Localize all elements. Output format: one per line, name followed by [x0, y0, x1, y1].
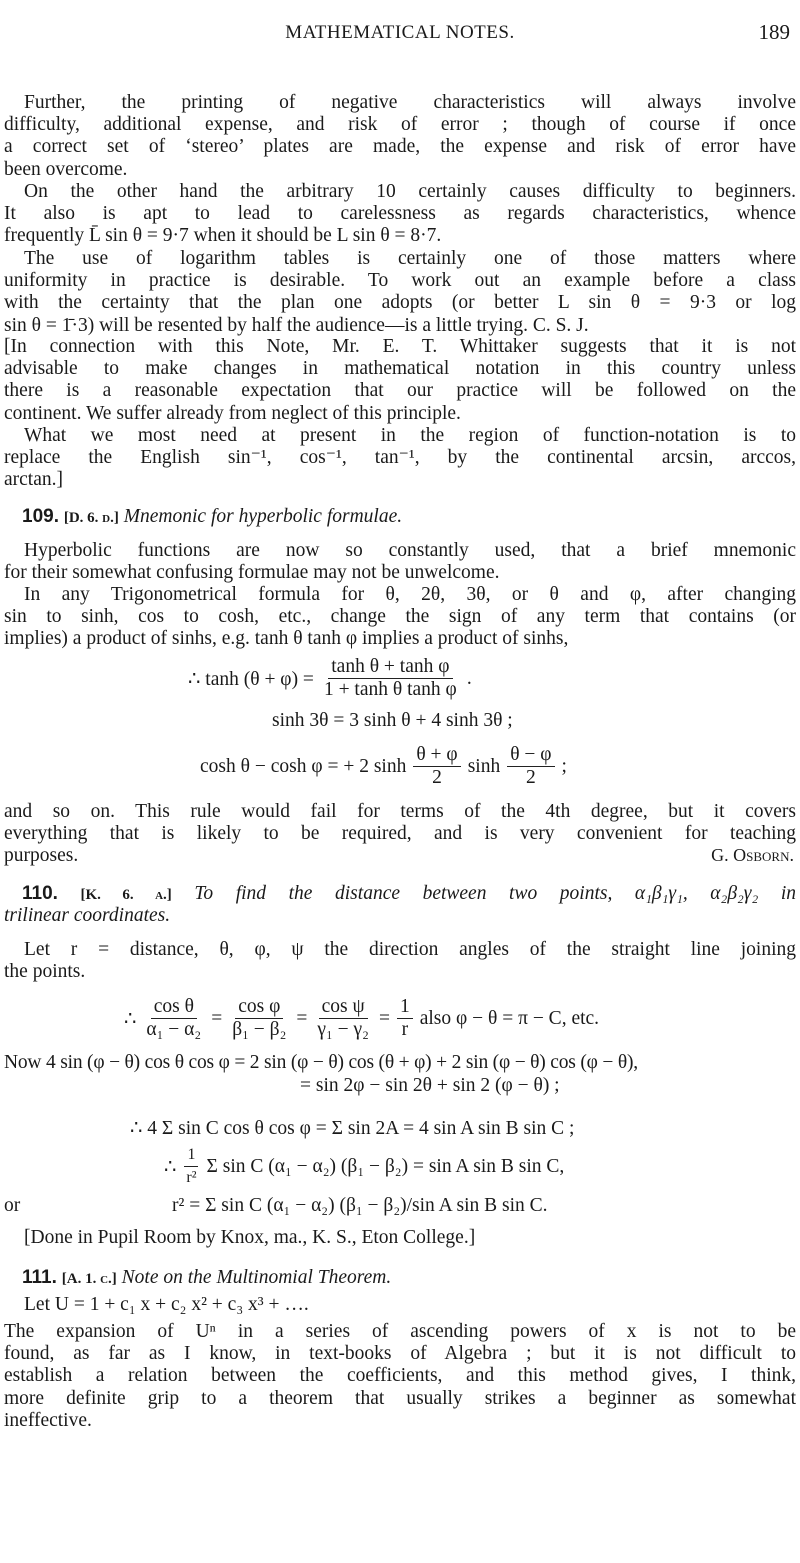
text-line: On the other hand the arbitrary 10 certainly causes difficulty to beginners. [24, 181, 796, 202]
paragraph [4, 92, 796, 181]
text-line: Let r = distance, θ, φ, ψ the direction angles of the straight line joining [24, 939, 796, 960]
fraction [397, 996, 413, 1041]
text-line: everything that is likely to be required, and is very convenient for teaching [4, 823, 796, 845]
signature-text: G. Osborn. [711, 845, 794, 865]
text-line: continent. We suffer already from neglect of this principle. [4, 402, 461, 424]
fraction [413, 744, 460, 789]
text-line: the points. [4, 961, 86, 983]
paragraph [4, 181, 796, 248]
section-title: trilinear coordinates. [4, 905, 171, 926]
section-109-heading [22, 506, 402, 528]
fraction [314, 996, 372, 1041]
therefore-symbol: ∴ [124, 1008, 137, 1030]
text-line: there is a reasonable expectation that our practice will be followed on the [4, 380, 796, 402]
paragraph [4, 939, 796, 983]
equals: = [378, 1007, 390, 1029]
equals: = [211, 1007, 223, 1029]
numerator: cos θ [151, 996, 197, 1019]
equation-cosh [200, 744, 567, 789]
equation-tanh [188, 656, 472, 701]
equation-now-cont: = sin 2φ − sin 2θ + sin 2 (φ − θ) ; [300, 1075, 560, 1096]
text-line: a correct set of ‘stereo’ plates are made, the expense and risk of error have [4, 136, 796, 158]
denominator: β₁ − β₂ [232, 1019, 287, 1040]
text-line: Further, the printing of negative characteristics will always involve [24, 92, 796, 113]
text-line: difficulty, additional expense, and risk of error ; though of course if once [4, 114, 796, 136]
numerator: θ − φ [507, 744, 554, 767]
signature-osborn [711, 845, 794, 867]
section-code: [D. 6. d.] [63, 510, 119, 526]
section-number: 110. [22, 883, 58, 904]
equation-direction-cosines [124, 996, 599, 1041]
text-line: been overcome. [4, 158, 128, 180]
denominator: 2 [526, 767, 536, 788]
paragraph [4, 1321, 796, 1432]
eq-text: Σ sin C (α₁ − α₂) (β₁ − β₂) = sin A sin B sin C, [206, 1155, 565, 1177]
fraction [229, 996, 289, 1041]
equation-now: Now 4 sin (φ − θ) cos θ cos φ = 2 sin (φ − θ) cos (θ + φ) + 2 sin (φ − θ) cos (φ − θ), [4, 1052, 638, 1073]
text-line: for their somewhat confusing formulae may not be unwelcome. [4, 562, 500, 584]
text-line: frequently L̄ sin θ = 9·7 when it should be L sin θ = 8·7. [4, 225, 442, 247]
equation-final: r² = Σ sin C (α₁ − α₂) (β₁ − β₂)/sin A sin B sin C. [172, 1195, 548, 1216]
fraction [143, 996, 204, 1041]
text-line: and so on. This rule would fail for terms of the 4th degree, but it covers [4, 801, 796, 822]
text-line: replace the English sin⁻¹, cos⁻¹, tan⁻¹, by the continental arcsin, arccos, [4, 447, 796, 469]
section-title: To find the distance between two points, α₁β₁γ₁, α₂β₂γ₂ in [194, 883, 797, 904]
paragraph [4, 425, 796, 492]
text-line: establish a relation between the coefficients, and this method gives, I think, [4, 1365, 796, 1387]
paragraph [4, 584, 796, 651]
denominator: 1 + tanh θ tanh φ [323, 679, 457, 700]
or-label: or [4, 1195, 21, 1216]
text-line: found, as far as I know, in text-books of Algebra ; but it is not difficult to [4, 1343, 796, 1365]
numerator: cos φ [235, 996, 283, 1019]
equation-sinh3: sinh 3θ = 3 sinh θ + 4 sinh 3θ ; [272, 710, 513, 731]
denominator: r² [186, 1169, 197, 1186]
equation-sigma: ∴ 4 Σ sin C cos θ cos φ = Σ sin 2A = 4 sin A sin B sin C ; [130, 1118, 575, 1139]
section-code: [K. 6. a.] [80, 887, 172, 903]
numerator: 1 [184, 1144, 198, 1167]
section-111-heading [22, 1267, 391, 1289]
text-line: with the certainty that the plan one adopts (or better L sin θ = 9·3 or log [4, 292, 796, 314]
let-u-equation: Let U = 1 + c₁ x + c₂ x² + c₃ x³ + …. [24, 1294, 309, 1315]
text-line: uniformity in practice is desirable. To work out an example before a class [4, 270, 796, 292]
equals: = [296, 1007, 308, 1029]
text-line: purposes. [4, 845, 79, 867]
eq-text: also φ − θ = π − C, etc. [419, 1007, 600, 1029]
numerator: cos ψ [319, 996, 368, 1019]
text-line: sin to sinh, cos to cosh, etc., change the sign of any term that contains (or [4, 606, 796, 628]
section-110-heading [22, 883, 796, 905]
section-number: 111. [22, 1267, 57, 1288]
text-line: implies) a product of sinhs, e.g. tanh θ tanh φ implies a product of sinhs, [4, 628, 569, 650]
text-line: In any Trigonometrical formula for θ, 2θ, 3θ, or θ and φ, after changing [24, 584, 796, 605]
therefore-symbol: ∴ [164, 1156, 177, 1178]
text-line: [In connection with this Note, Mr. E. T. Whittaker suggests that it is not [4, 336, 796, 357]
paragraph [4, 540, 796, 584]
denominator: γ₁ − γ₂ [317, 1019, 369, 1040]
paragraph [4, 336, 796, 425]
denominator: r [401, 1019, 409, 1040]
text-line: sin θ = 1̄·3) will be resented by half the audience—is a little trying. C. S. J. [4, 314, 589, 336]
text-line: The expansion of Uⁿ in a series of ascending powers of x is not to be [4, 1321, 796, 1342]
section-110-heading-cont [4, 905, 170, 927]
text-line: advisable to make changes in mathematical notation in this country unless [4, 358, 796, 380]
eq-text: ; [561, 755, 567, 777]
section-number: 109. [22, 506, 59, 527]
section-title: Mnemonic for hyperbolic formulae. [123, 506, 403, 527]
text-line: The use of logarithm tables is certainly one of those matters where [24, 248, 796, 269]
text-line: more definite grip to a theorem that usually strikes a beginner as somewhat [4, 1387, 796, 1409]
section-code: [A. 1. c.] [61, 1271, 117, 1287]
running-header: MATHEMATICAL NOTES. [285, 22, 515, 43]
eq-text: cosh θ − cosh φ = + 2 sinh [200, 755, 407, 777]
section-title: Note on the Multinomial Theorem. [121, 1267, 392, 1288]
text-line: ineffective. [4, 1409, 92, 1431]
paragraph [4, 801, 796, 868]
fraction [507, 744, 554, 789]
numerator: θ + φ [413, 744, 460, 767]
text-line: Hyperbolic functions are now so constantly used, that a brief mnemonic [24, 540, 796, 561]
text-line: It also is apt to lead to carelessness as regards characteristics, whence [4, 203, 796, 225]
eq-text: . [466, 667, 472, 689]
text-line: What we most need at present in the region of function-notation is to [24, 425, 796, 446]
numerator: 1 [397, 996, 413, 1019]
paragraph [4, 248, 796, 337]
eq-text: ∴ tanh (θ + φ) = [188, 668, 314, 690]
text-line: arctan.] [4, 469, 63, 491]
page-number: 189 [758, 20, 790, 44]
eq-text: sinh [467, 755, 501, 777]
equation-inverse-r2 [164, 1144, 564, 1189]
credit-note: [Done in Pupil Room by Knox, ma., K. S., Eton College.] [24, 1227, 476, 1248]
denominator: α₁ − α₂ [146, 1019, 202, 1040]
numerator: tanh θ + tanh φ [328, 656, 452, 679]
denominator: 2 [432, 767, 442, 788]
fraction [321, 656, 460, 701]
fraction [183, 1144, 199, 1189]
